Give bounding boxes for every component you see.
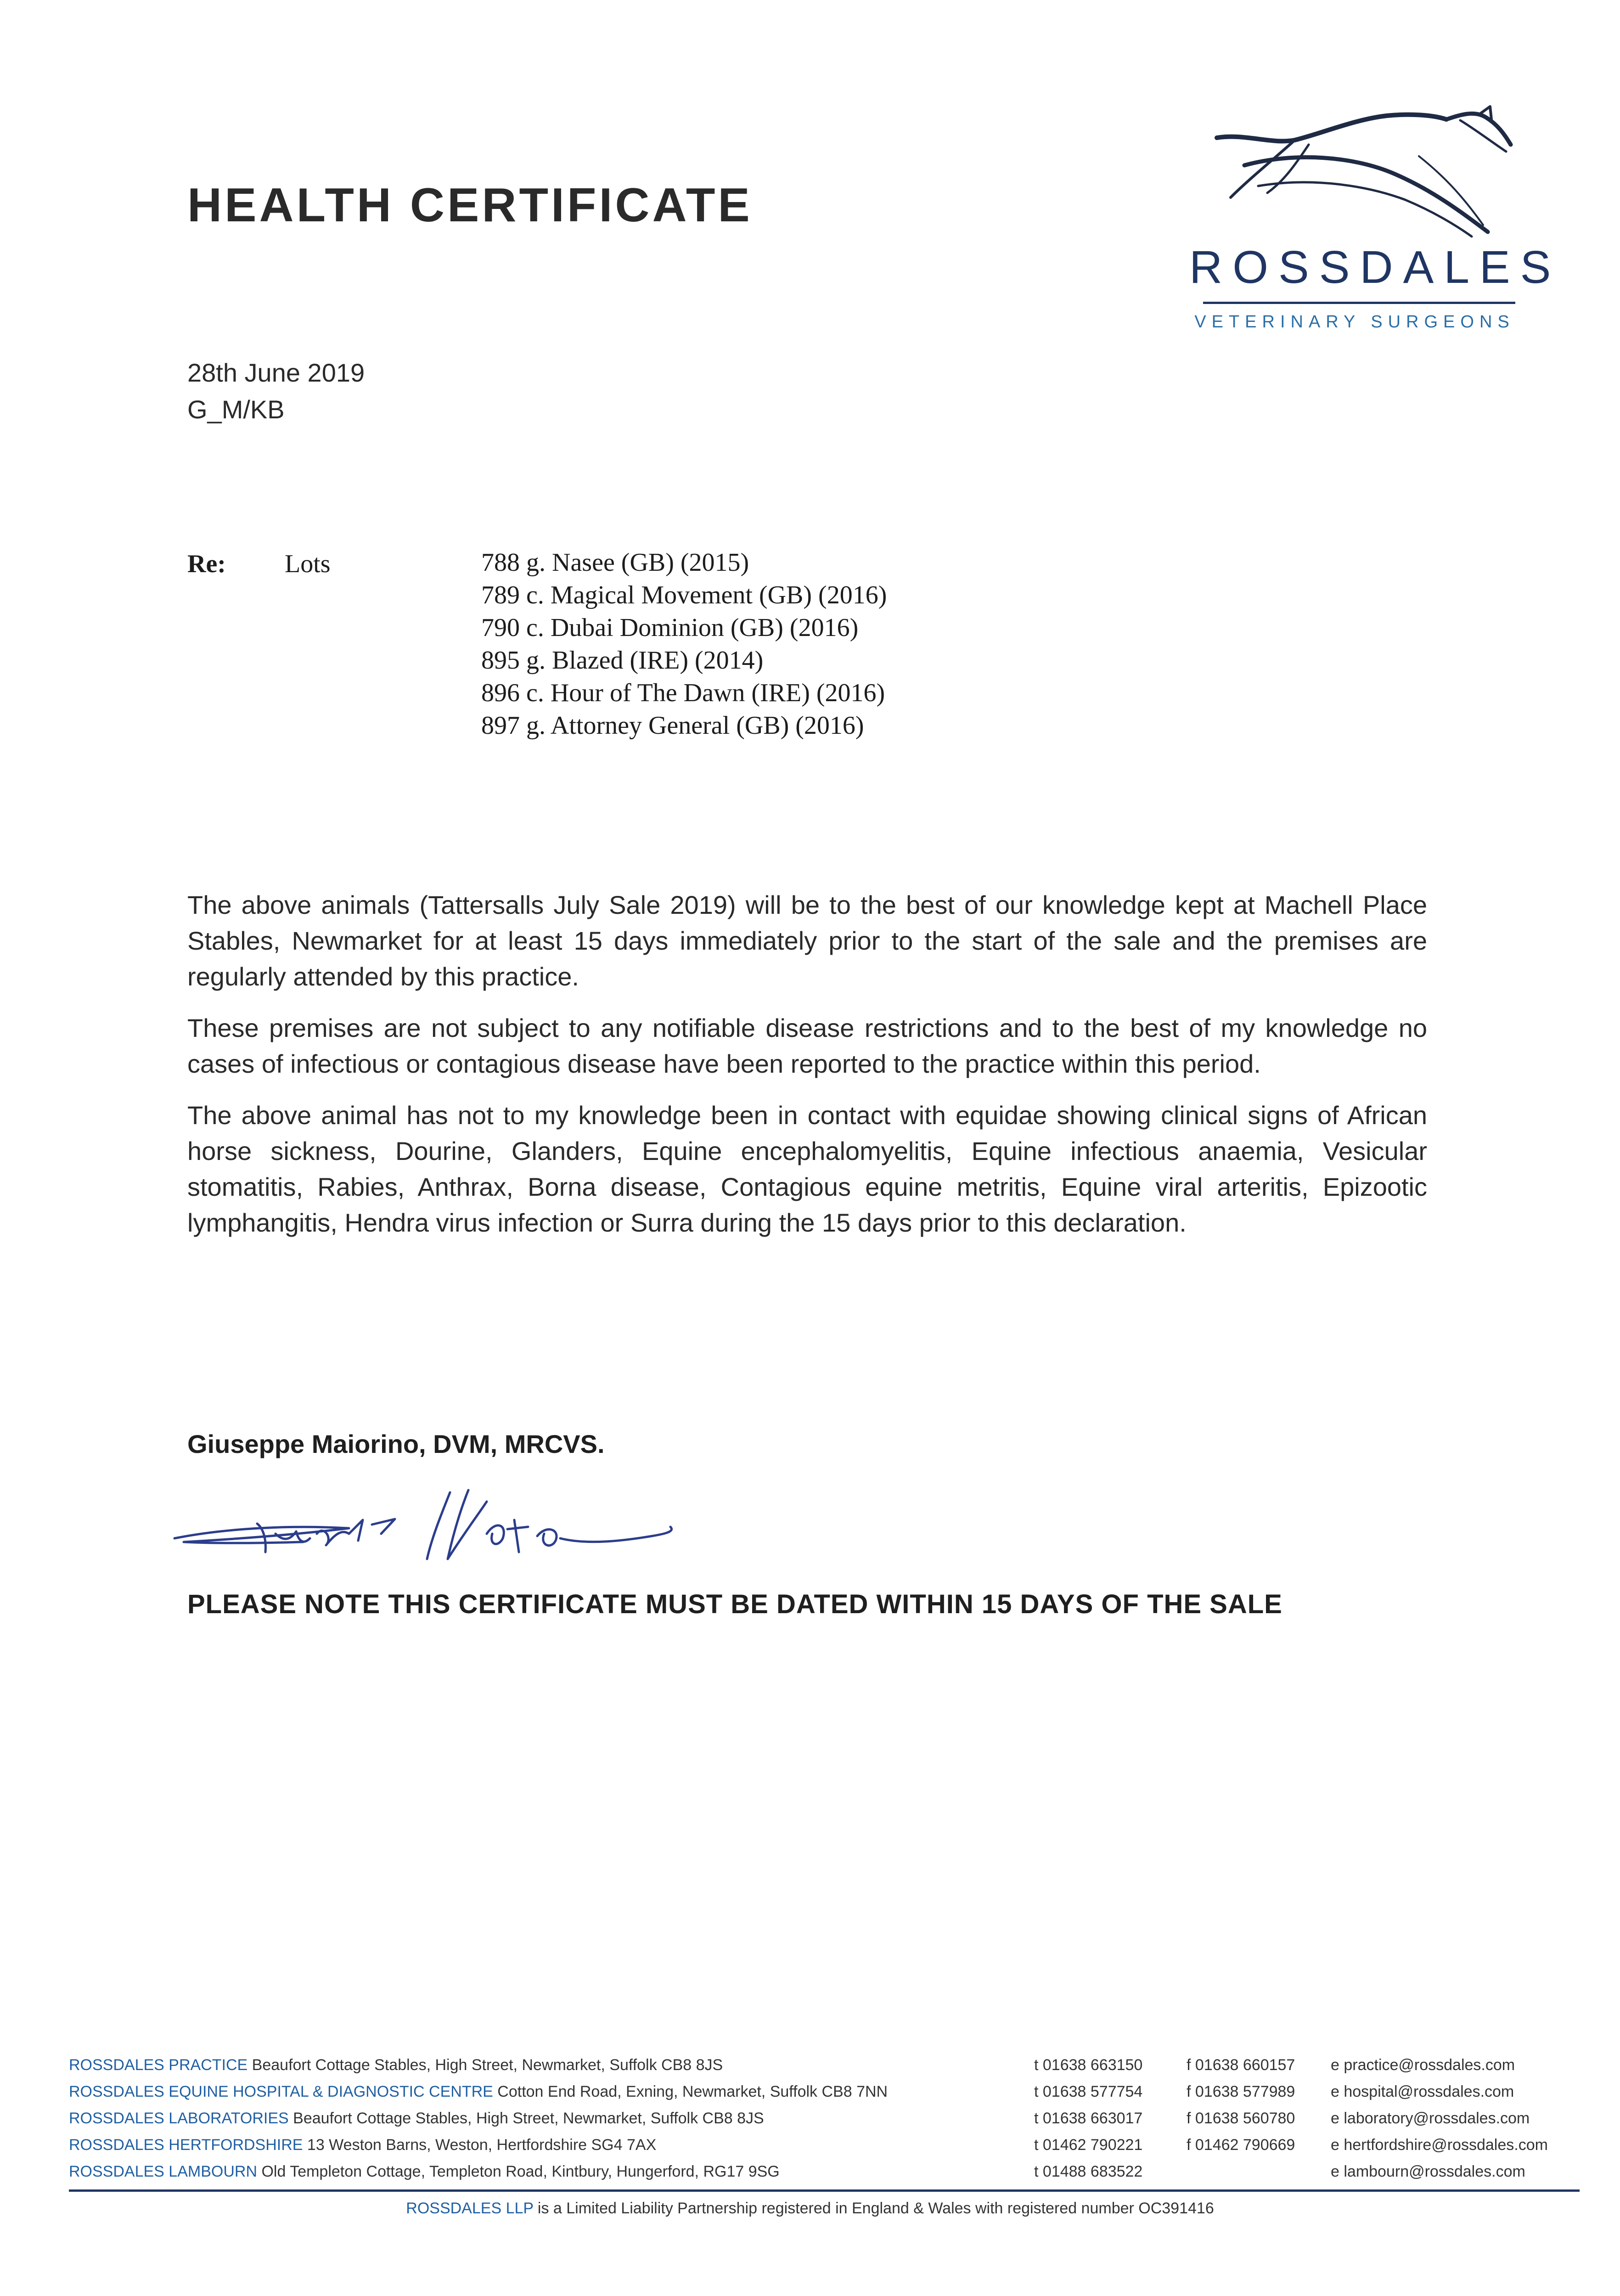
document-meta bbox=[187, 355, 365, 428]
signatory-name: Giuseppe Maiorino, DVM, MRCVS. bbox=[187, 1429, 605, 1458]
footer-tel: t 01638 663150 bbox=[1034, 2056, 1143, 2074]
rossdales-logo bbox=[1185, 101, 1561, 340]
footer-divider bbox=[69, 2189, 1580, 2192]
body-paragraph: The above animals (Tattersalls July Sale 2019) will be to the best of our knowledge kept at Machell Place Stables, Newmarket for at least 15 days immediately prior to the start of the sale and the premises are regularly attended by this practice. bbox=[187, 890, 1427, 991]
footer-fax: f 01638 577989 bbox=[1187, 2083, 1295, 2100]
footer-row bbox=[69, 2105, 1575, 2132]
footer-fax: f 01638 560780 bbox=[1187, 2110, 1295, 2127]
certificate-body bbox=[187, 887, 1427, 1256]
footer-email: e hertfordshire@rossdales.com bbox=[1331, 2136, 1548, 2154]
lot-item: 789 c. Magical Movement (GB) (2016) bbox=[481, 581, 887, 609]
handwritten-signature bbox=[165, 1465, 735, 1570]
footer-row bbox=[69, 2052, 1575, 2078]
lot-item: 788 g. Nasee (GB) (2015) bbox=[481, 548, 749, 577]
footer-tel: t 01638 663017 bbox=[1034, 2110, 1143, 2127]
footer-llp-org: ROSSDALES LLP bbox=[406, 2200, 534, 2217]
footer-fax: f 01462 790669 bbox=[1187, 2136, 1295, 2154]
footer-org: ROSSDALES PRACTICE bbox=[69, 2056, 248, 2074]
footer-tel: t 01488 683522 bbox=[1034, 2163, 1143, 2180]
lot-item: 897 g. Attorney General (GB) (2016) bbox=[481, 711, 864, 740]
footer-row bbox=[69, 2078, 1575, 2105]
footer-email: e practice@rossdales.com bbox=[1331, 2056, 1515, 2074]
lots-list bbox=[481, 546, 887, 742]
footer-address: Beaufort Cottage Stables, High Street, Newmarket, Suffolk CB8 8JS bbox=[293, 2110, 764, 2127]
re-label: Re: bbox=[187, 550, 226, 578]
footer-tel: t 01462 790221 bbox=[1034, 2136, 1143, 2154]
footer-address: 13 Weston Barns, Weston, Hertfordshire SG4 7AX bbox=[307, 2136, 657, 2154]
sale-date-notice: PLEASE NOTE THIS CERTIFICATE MUST BE DATED WITHIN 15 DAYS OF THE SALE bbox=[187, 1589, 1282, 1619]
footer-address: Cotton End Road, Exning, Newmarket, Suffolk CB8 7NN bbox=[497, 2083, 888, 2100]
footer-org: ROSSDALES LABORATORIES bbox=[69, 2110, 289, 2127]
footer-contacts bbox=[69, 2052, 1575, 2185]
document-reference: G_M/KB bbox=[187, 395, 285, 424]
lot-item: 895 g. Blazed (IRE) (2014) bbox=[481, 646, 764, 675]
footer-llp-text: is a Limited Liability Partnership registered in England & Wales with registered number OC391416 bbox=[537, 2200, 1214, 2217]
footer-address: Old Templeton Cottage, Templeton Road, Kintbury, Hungerford, RG17 9SG bbox=[261, 2163, 780, 2180]
footer-row bbox=[69, 2158, 1575, 2185]
footer-email: e lambourn@rossdales.com bbox=[1331, 2163, 1525, 2180]
footer-org: ROSSDALES EQUINE HOSPITAL & DIAGNOSTIC CENTRE bbox=[69, 2083, 493, 2100]
logo-divider bbox=[1203, 302, 1515, 304]
footer-row bbox=[69, 2132, 1575, 2158]
lot-item: 790 c. Dubai Dominion (GB) (2016) bbox=[481, 613, 859, 642]
footer-email: e laboratory@rossdales.com bbox=[1331, 2110, 1530, 2127]
logo-subtitle: VETERINARY SURGEONS bbox=[1194, 312, 1515, 332]
lots-label: Lots bbox=[285, 550, 331, 578]
logo-wordmark: ROSSDALES bbox=[1189, 242, 1561, 293]
footer-tel: t 01638 577754 bbox=[1034, 2083, 1143, 2100]
footer-org: ROSSDALES LAMBOURN bbox=[69, 2163, 257, 2180]
footer-registration bbox=[0, 2200, 1620, 2217]
document-date: 28th June 2019 bbox=[187, 358, 365, 387]
footer-email: e hospital@rossdales.com bbox=[1331, 2083, 1514, 2100]
galloping-horse-icon bbox=[1203, 101, 1524, 239]
footer-fax: f 01638 660157 bbox=[1187, 2056, 1295, 2074]
body-paragraph: The above animal has not to my knowledge been in contact with equidae showing clinical signs of African horse sickness, Dourine, Glanders, Equine encephalomyelitis, Equine infectious anaemia, Vesicular stomatitis, Rabies, Anthrax, Borna disease, Contagious equine metritis, Equine viral arteritis, Epizootic lymphangitis, Hendra virus infection or Surra during the 15 days prior to this declaration. bbox=[187, 1101, 1427, 1237]
footer-org: ROSSDALES HERTFORDSHIRE bbox=[69, 2136, 303, 2154]
body-paragraph: These premises are not subject to any notifiable disease restrictions and to the best of my knowledge no cases of infectious or contagious disease have been reported to the practice within this period. bbox=[187, 1013, 1427, 1078]
document-title: HEALTH CERTIFICATE bbox=[187, 179, 753, 232]
lot-item: 896 c. Hour of The Dawn (IRE) (2016) bbox=[481, 679, 885, 707]
footer-address: Beaufort Cottage Stables, High Street, Newmarket, Suffolk CB8 8JS bbox=[252, 2056, 723, 2074]
